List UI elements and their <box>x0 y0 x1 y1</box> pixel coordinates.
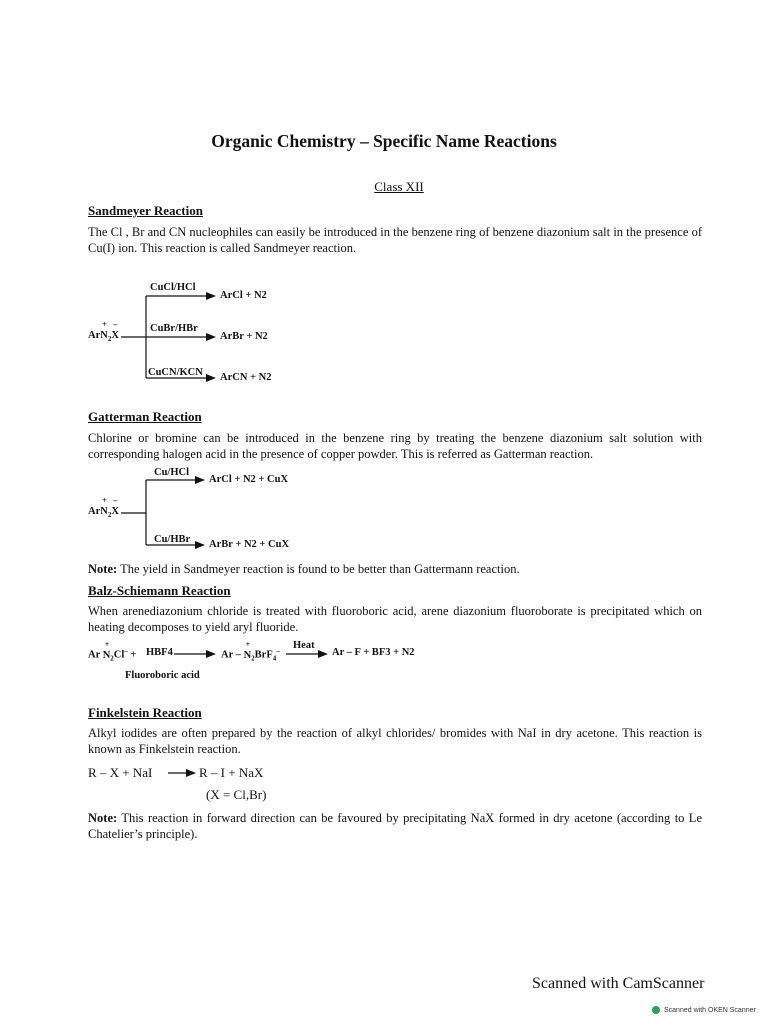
reagent-cu-hbr: Cu/HBr <box>154 534 191 545</box>
product-arcl: ArCl + N2 <box>220 290 267 301</box>
reagent-cucl: CuCl/HCl <box>150 282 196 293</box>
sandmeyer-heading: Sandmeyer Reaction <box>88 203 203 218</box>
product-arbr: ArBr + N2 <box>220 331 268 342</box>
gatterman-heading: Gatterman Reaction <box>88 409 202 424</box>
arene-diazonium-chloride: Ar N + $_2$Cl– + <box>88 639 137 663</box>
reagent-hbf4: HBF4 <box>146 647 173 658</box>
note-2 <box>88 811 702 842</box>
balz-text: When arenediazonium chloride is treated with fluoroboric acid, arene diazonium fluoroborate is precipitated which on heating decomposes to yield aryl fluoride. <box>88 604 702 634</box>
fluoroboric-acid-caption: Fluoroboric acid <box>125 670 200 681</box>
finkelstein-heading: Finkelstein Reaction <box>88 705 202 720</box>
product-arcn: ArCN + N2 <box>220 372 272 383</box>
finkelstein-reactants: R – X + NaI <box>88 765 153 780</box>
note-2-text: This reaction in forward direction can be favoured by precipitating NaX formed in dry acetone (according to Le Chatelier’s principle). <box>88 811 702 841</box>
gatterman-text: Chlorine or bromine can be introduced in the benzene ring by treating the benzene diazonium salt solution with corresponding halogen acid in the presence of copper powder. This is referred as Gatterman reaction. <box>88 431 702 461</box>
diazonium-salt: ArN + $_2$X – <box>88 320 119 344</box>
reagent-cucn: CuCN/KCN <box>148 367 203 378</box>
product-arcl-cux: ArCl + N2 + CuX <box>209 474 289 485</box>
sandmeyer-text: The Cl , Br and CN nucleophiles can easily be introduced in the benzene ring of benzene diazonium salt in the presence of Cu(I) ion. This reaction is called Sandmeyer reaction. <box>88 225 702 255</box>
class-label: Class XII <box>374 179 424 194</box>
diazonium-salt-2: ArN + $_2$X – <box>88 496 119 520</box>
arene-diazonium-fluoroborate: Ar – N + $_2$BrF$_4$– <box>221 639 280 663</box>
oken-watermark <box>652 1006 756 1014</box>
finkelstein-text: Alkyl iodides are often prepared by the reaction of alkyl chlorides/ bromides with NaI in dry acetone. This reaction is known as Finkelstein reaction. <box>88 726 702 756</box>
camscanner-watermark: Scanned with CamScanner <box>532 975 705 992</box>
finkelstein-products: R – I + NaX <box>199 765 264 780</box>
finkelstein-condition: (X = Cl,Br) <box>206 787 267 802</box>
page-title: Organic Chemistry – Specific Name Reactions <box>211 131 557 151</box>
product-arbr-cux: ArBr + N2 + CuX <box>209 539 290 550</box>
note-1-label: Note: <box>88 562 118 576</box>
note-2-label: Note: <box>88 811 118 825</box>
heat-label: Heat <box>293 640 315 651</box>
oken-logo-icon <box>652 1006 660 1014</box>
reagent-cubr: CuBr/HBr <box>150 323 198 334</box>
note-1-text: The yield in Sandmeyer reaction is found to be better than Gattermann reaction. <box>120 562 520 576</box>
oken-text: Scanned with OKEN Scanner <box>664 1006 756 1014</box>
reagent-cu-hcl: Cu/HCl <box>154 467 190 478</box>
balz-heading: Balz-Schiemann Reaction <box>88 583 231 598</box>
aryl-fluoride-product: Ar – F + BF3 + N2 <box>332 647 415 658</box>
